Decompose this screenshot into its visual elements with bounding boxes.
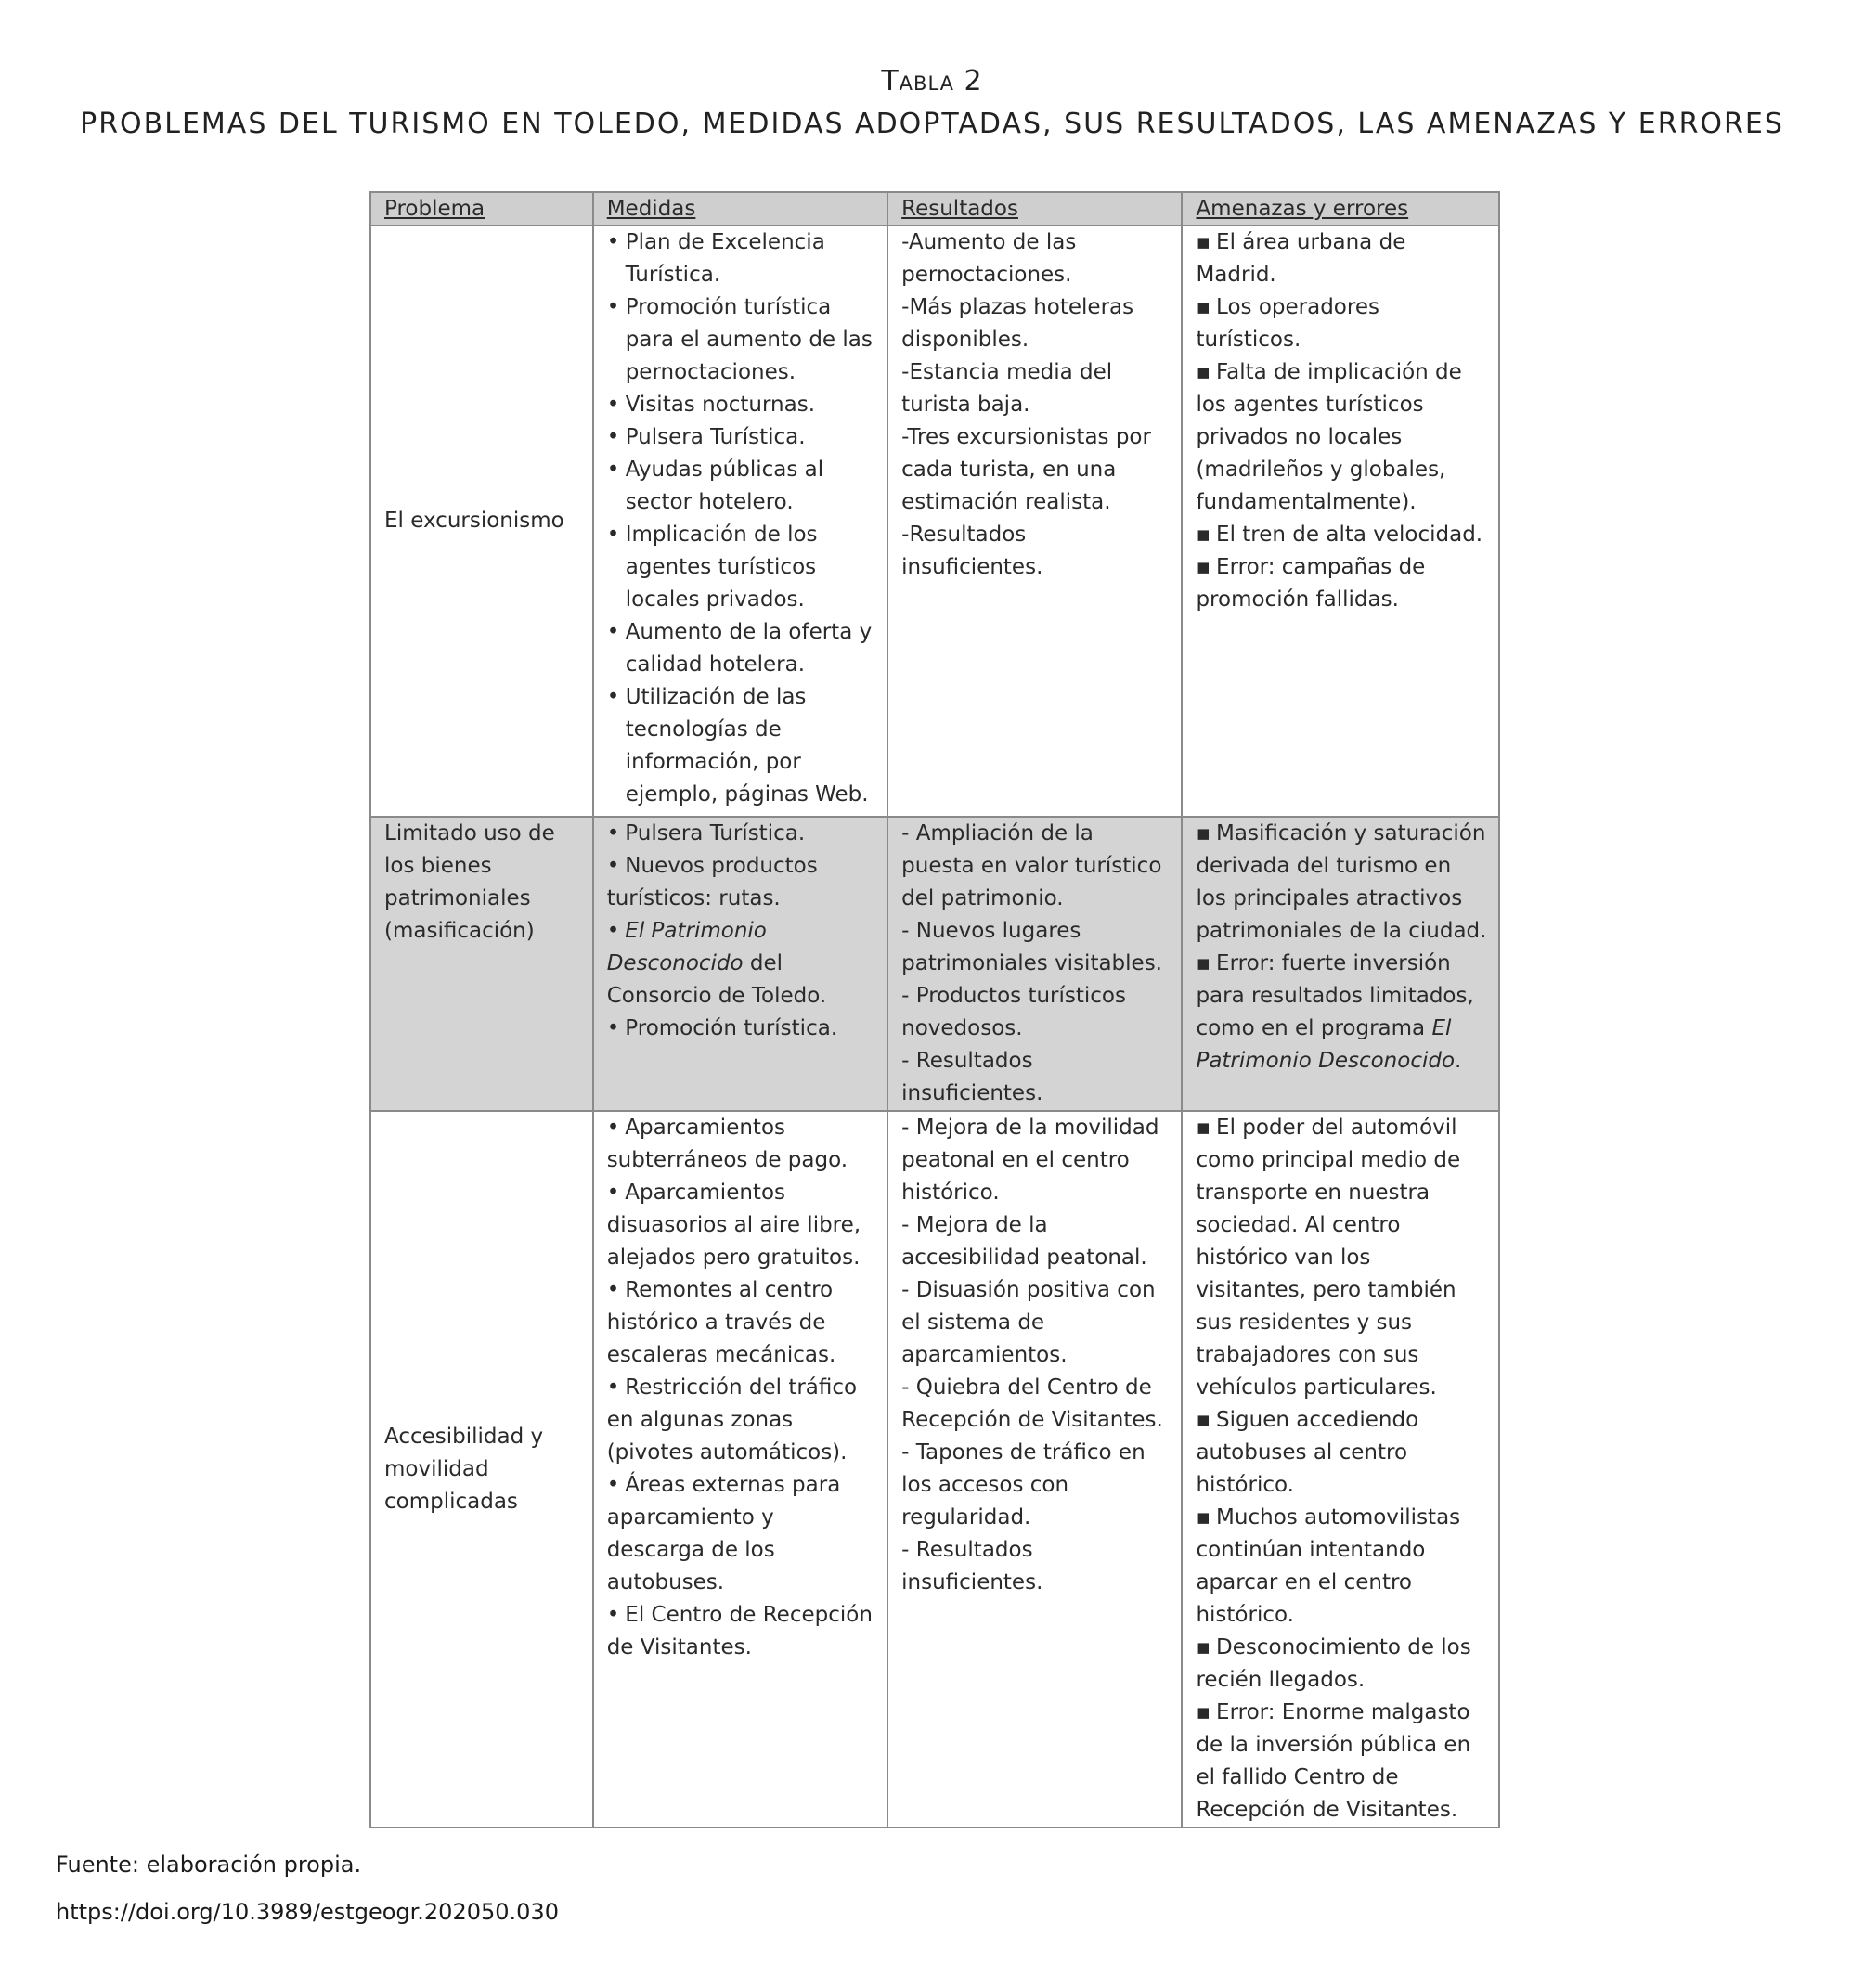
list-item: • Plan de Excelencia Turística. bbox=[607, 226, 875, 291]
problem-text: Accesibilidad y movilidad complicadas bbox=[384, 1424, 544, 1514]
list-item: ▪ Muchos automovilistas continúan intentando aparcar en el centro histórico. bbox=[1196, 1505, 1461, 1627]
bullet-icon: • bbox=[606, 393, 620, 417]
problem-text: Limitado uso de los bienes patrimoniales (masificación) bbox=[384, 821, 555, 943]
list-item: ▪ Desconocimiento de los recién llegados. bbox=[1196, 1635, 1471, 1692]
list-item: -Estancia media del turista baja. bbox=[901, 360, 1113, 417]
list-item: - Quiebra del Centro de Recepción de Visitantes. bbox=[901, 1375, 1163, 1432]
bullet-icon: • bbox=[606, 230, 620, 254]
list-item: - Disuasión positiva con el sistema de aparcamientos. bbox=[901, 1278, 1156, 1367]
list-item: - Resultados insuficientes. bbox=[901, 1538, 1043, 1594]
list-item: • Pulsera Turística. bbox=[607, 421, 875, 454]
bullet-icon: • bbox=[606, 919, 620, 943]
list-item: • Pulsera Turística. bbox=[606, 821, 806, 846]
square-bullet-icon: ▪ bbox=[1196, 230, 1211, 254]
list-item: • Nuevos productos turísticos: rutas. bbox=[606, 854, 818, 910]
problem-cell bbox=[370, 226, 593, 817]
bullet-icon: • bbox=[606, 1473, 620, 1497]
header-resultados: Resultados bbox=[887, 192, 1182, 226]
doi-link[interactable]: https://doi.org/10.3989/estgeogr.202050.030 bbox=[56, 1899, 559, 1925]
bullet-icon: • bbox=[606, 425, 620, 449]
list-item: • Restricción del tráfico en algunas zonas (pivotes automáticos). bbox=[606, 1375, 858, 1465]
square-bullet-icon: ▪ bbox=[1196, 951, 1211, 975]
square-bullet-icon: ▪ bbox=[1196, 821, 1211, 846]
list-item: - Mejora de la accesibilidad peatonal. bbox=[901, 1213, 1147, 1270]
results-cell bbox=[887, 226, 1182, 817]
list-item: ▪ Masificación y saturación derivada del turismo en los principales atractivos patrimoniales de la ciudad. bbox=[1196, 821, 1487, 943]
bullet-icon: • bbox=[606, 295, 620, 319]
list-item: • Visitas nocturnas. bbox=[607, 389, 875, 421]
square-bullet-icon: ▪ bbox=[1196, 1635, 1211, 1659]
list-item: ▪ El área urbana de Madrid. bbox=[1196, 230, 1406, 287]
square-bullet-icon: ▪ bbox=[1196, 295, 1211, 319]
title-block bbox=[0, 63, 1864, 145]
bullet-icon: • bbox=[606, 1016, 620, 1040]
list-item: ▪ El poder del automóvil como principal medio de transporte en nuestra sociedad. Al centro histórico van los visitantes, pero también sus residentes y sus trabajadores con sus vehículos particulares. bbox=[1196, 1116, 1461, 1400]
table-header-row bbox=[370, 192, 1499, 226]
square-bullet-icon: ▪ bbox=[1196, 1408, 1211, 1432]
list-item: ▪ Falta de implicación de los agentes turísticos privados no locales (madrileños y globales, fundamentalmente). bbox=[1196, 360, 1462, 514]
list-item: • El Patrimonio Desconocido del Consorcio de Toledo. bbox=[606, 919, 827, 1008]
measures-cell bbox=[593, 1111, 887, 1827]
list-item: - Productos turísticos novedosos. bbox=[901, 984, 1126, 1040]
list-item: ▪ El tren de alta velocidad. bbox=[1196, 523, 1483, 547]
bullet-icon: • bbox=[606, 854, 620, 878]
list-item: • Implicación de los agentes turísticos locales privados. bbox=[607, 519, 875, 616]
table-row bbox=[370, 1111, 1499, 1827]
square-bullet-icon: ▪ bbox=[1196, 523, 1211, 547]
list-item: • Aparcamientos disuasorios al aire libre, alejados pero gratuitos. bbox=[606, 1181, 861, 1270]
list-item: ▪ Los operadores turísticos. bbox=[1196, 295, 1379, 352]
bullet-icon: • bbox=[606, 685, 620, 709]
list-item: • El Centro de Recepción de Visitantes. bbox=[606, 1603, 873, 1659]
list-item: • Remontes al centro histórico a través de escaleras mecánicas. bbox=[606, 1278, 836, 1367]
list-item: • Promoción turística para el aumento de las pernoctaciones. bbox=[607, 291, 875, 389]
list-item: - Tapones de tráfico en los accesos con regularidad. bbox=[901, 1440, 1146, 1530]
list-item: ▪ Siguen accediendo autobuses al centro histórico. bbox=[1196, 1408, 1419, 1497]
list-item: -Resultados insuficientes. bbox=[901, 523, 1043, 579]
square-bullet-icon: ▪ bbox=[1196, 1700, 1211, 1724]
table-title: PROBLEMAS DEL TURISMO EN TOLEDO, MEDIDAS ADOPTADAS, SUS RESULTADOS, LAS AMENAZAS Y ERRORES bbox=[80, 108, 1784, 140]
square-bullet-icon: ▪ bbox=[1196, 555, 1211, 579]
list-item: -Aumento de las pernoctaciones. bbox=[901, 230, 1077, 287]
results-cell bbox=[887, 1111, 1182, 1827]
list-item: - Ampliación de la puesta en valor turístico del patrimonio. bbox=[901, 821, 1162, 910]
header-amenazas-errores: Amenazas y errores bbox=[1182, 192, 1499, 226]
problem-cell bbox=[370, 817, 593, 1111]
bullet-icon: • bbox=[606, 1116, 620, 1140]
source-note: Fuente: elaboración propia. bbox=[56, 1852, 362, 1878]
threats-cell bbox=[1182, 1111, 1499, 1827]
square-bullet-icon: ▪ bbox=[1196, 1116, 1211, 1140]
bullet-icon: • bbox=[606, 458, 620, 482]
bullet-icon: • bbox=[606, 1181, 620, 1205]
list-item: -Más plazas hoteleras disponibles. bbox=[901, 295, 1134, 352]
list-item: ▪ Error: fuerte inversión para resultados limitados, como en el programa El Patrimonio Desconocido. bbox=[1196, 951, 1474, 1073]
list-item: - Resultados insuficientes. bbox=[901, 1049, 1043, 1105]
list-item: ▪ Error: Enorme malgasto de la inversión pública en el fallido Centro de Recepción de Visitantes. bbox=[1196, 1700, 1471, 1822]
bullet-icon: • bbox=[606, 523, 620, 547]
bullet-icon: • bbox=[606, 821, 620, 846]
measures-cell bbox=[593, 817, 887, 1111]
bullet-icon: • bbox=[606, 1375, 620, 1400]
tourism-problems-table bbox=[369, 191, 1500, 1828]
list-item: • Aparcamientos subterráneos de pago. bbox=[606, 1116, 848, 1172]
list-item: • Promoción turística. bbox=[606, 1016, 838, 1040]
table-row bbox=[370, 817, 1499, 1111]
threats-cell bbox=[1182, 226, 1499, 817]
list-item: ▪ Error: campañas de promoción fallidas. bbox=[1196, 555, 1426, 612]
list-item: - Mejora de la movilidad peatonal en el centro histórico. bbox=[901, 1116, 1159, 1205]
list-item: • Aumento de la oferta y calidad hotelera. bbox=[607, 616, 875, 681]
list-item: -Tres excursionistas por cada turista, en una estimación realista. bbox=[901, 425, 1151, 514]
results-cell bbox=[887, 817, 1182, 1111]
square-bullet-icon: ▪ bbox=[1196, 360, 1211, 384]
problem-text: El excursionismo bbox=[384, 509, 564, 533]
problem-cell bbox=[370, 1111, 593, 1827]
bullet-icon: • bbox=[606, 1603, 620, 1627]
table-row bbox=[370, 226, 1499, 817]
bullet-icon: • bbox=[606, 620, 620, 644]
square-bullet-icon: ▪ bbox=[1196, 1505, 1211, 1530]
bullet-icon: • bbox=[606, 1278, 620, 1302]
threats-cell bbox=[1182, 817, 1499, 1111]
list-item: • Áreas externas para aparcamiento y descarga de los autobuses. bbox=[606, 1473, 841, 1594]
header-medidas: Medidas bbox=[593, 192, 887, 226]
list-item: • Utilización de las tecnologías de información, por ejemplo, páginas Web. bbox=[607, 681, 875, 811]
table-label: Tabla 2 bbox=[881, 65, 983, 97]
list-item: - Nuevos lugares patrimoniales visitables. bbox=[901, 919, 1162, 975]
list-item: • Ayudas públicas al sector hotelero. bbox=[607, 454, 875, 519]
header-problema: Problema bbox=[370, 192, 593, 226]
measures-cell bbox=[593, 226, 887, 817]
